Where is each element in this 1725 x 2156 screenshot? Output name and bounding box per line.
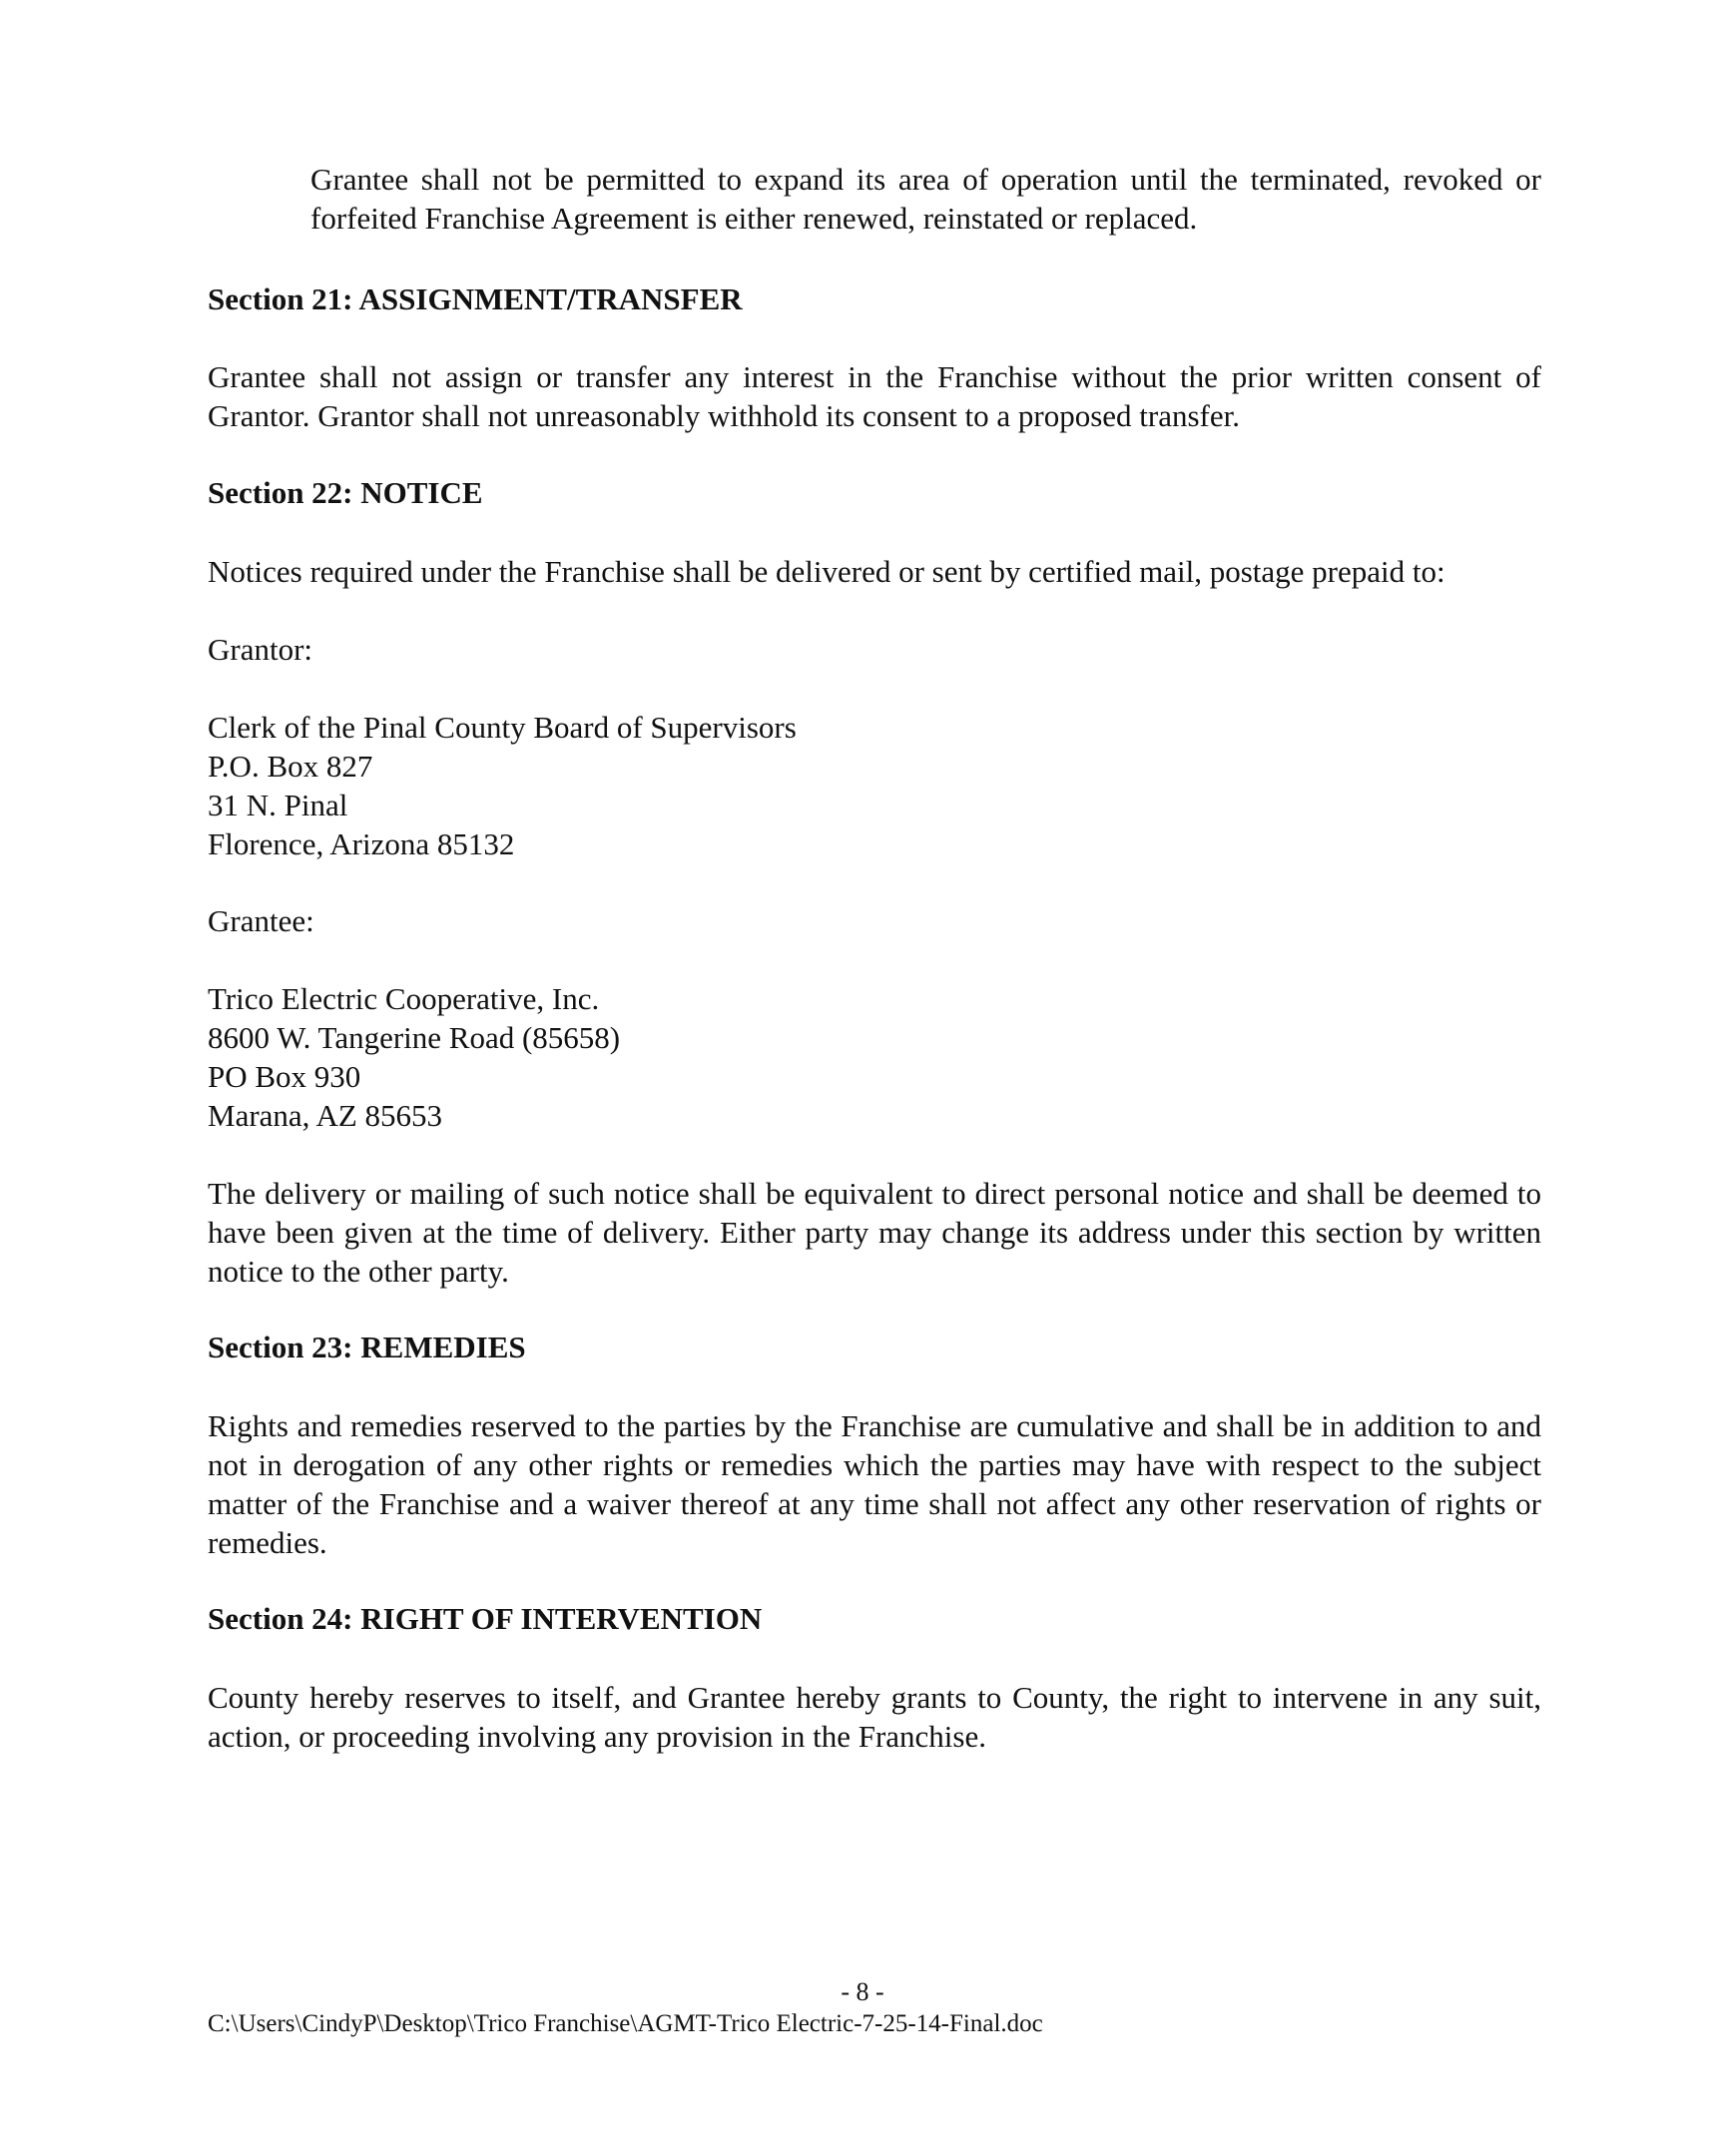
section-21-body: Grantee shall not assign or transfer any interest in the Franchise without the prior written consent of Grantor. Grantor shall not unreasonably withhold its consent to a proposed transfer.	[208, 359, 1541, 433]
section-24-body: County hereby reserves to itself, and Grantee hereby grants to County, the right to intervene in any suit, action, or proceeding involving any provision in the Franchise.	[208, 1680, 1541, 1754]
grantee-address	[208, 979, 1541, 1135]
section-21-heading: Section 21: ASSIGNMENT/TRANSFER	[208, 281, 743, 316]
grantor-label: Grantor:	[208, 632, 313, 667]
section-22-intro: Notices required under the Franchise shall be delivered or sent by certified mail, postage prepaid to:	[208, 554, 1445, 589]
address-line: Florence, Arizona 85132	[208, 826, 515, 861]
footer-file-path: C:\Users\CindyP\Desktop\Trico Franchise\AGMT-Trico Electric-7-25-14-Final.doc	[208, 2010, 1043, 2037]
section-22-closing: The delivery or mailing of such notice shall be equivalent to direct personal notice and shall be deemed to have been given at the time of delivery. Either party may change its address under this section by written notice to the other party.	[208, 1176, 1541, 1289]
address-line: 31 N. Pinal	[208, 788, 348, 822]
section-24-heading: Section 24: RIGHT OF INTERVENTION	[208, 1601, 763, 1636]
section-22-heading: Section 22: NOTICE	[208, 475, 483, 510]
continuation-paragraph: Grantee shall not be permitted to expand its area of operation until the terminated, revoked or forfeited Franchise Agreement is either renewed, reinstated or replaced.	[310, 162, 1541, 236]
grantee-label: Grantee:	[208, 903, 314, 938]
section-23-heading: Section 23: REMEDIES	[208, 1330, 526, 1364]
address-line: Marana, AZ 85653	[208, 1098, 443, 1133]
address-line: Trico Electric Cooperative, Inc.	[208, 981, 600, 1016]
address-line: PO Box 930	[208, 1059, 361, 1094]
address-line: 8600 W. Tangerine Road (85658)	[208, 1020, 621, 1055]
address-line: Clerk of the Pinal County Board of Supervisors	[208, 710, 797, 745]
page-number: - 8 -	[841, 1977, 884, 2006]
address-line: P.O. Box 827	[208, 749, 373, 784]
section-23-body: Rights and remedies reserved to the parties by the Franchise are cumulative and shall be in addition to and not in derogation of any other rights or remedies which the parties may have with respect to the subject matter of the Franchise and a waiver thereof at any time shall not affect any other reservation of rights or remedies.	[208, 1408, 1541, 1560]
grantor-address	[208, 708, 1541, 863]
